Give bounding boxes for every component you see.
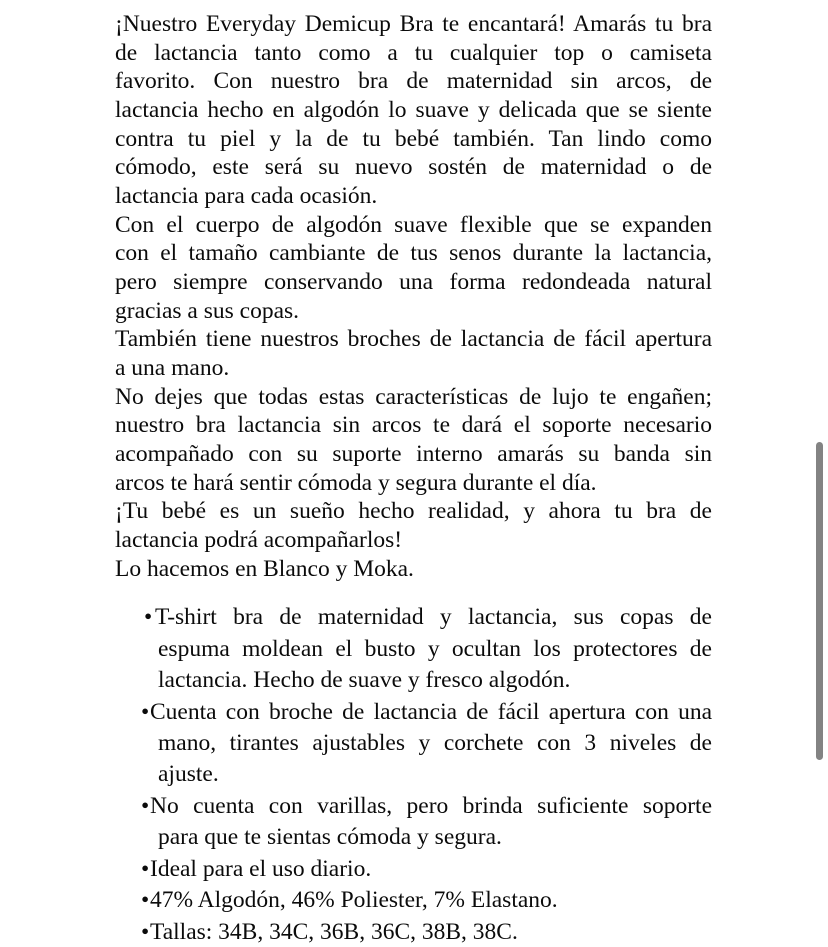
bullet-marker-icon: • [141, 792, 150, 819]
bullet-item [115, 917, 712, 947]
bullet-marker-icon: • [141, 855, 150, 882]
text-line: favorito. Con nuestro bra de maternidad sin arcos, de [115, 68, 712, 95]
paragraph [115, 325, 712, 382]
text-line: lactancia para cada ocasión. [115, 183, 378, 210]
text-line: lactancia podrá acompañarlos! [115, 527, 403, 554]
bullet-marker-icon: • [141, 698, 150, 725]
text-line: a una mano. [115, 355, 230, 382]
text-line: Con el cuerpo de algodón suave flexible que se expanden [115, 211, 712, 238]
bullet-item [115, 854, 712, 885]
bullet-marker-icon: • [144, 604, 153, 631]
text-line: Lo hacemos en Blanco y Moka. [115, 555, 414, 582]
paragraph [115, 497, 712, 554]
text-line: contra tu piel y la de tu bebé también. Tan lindo como [115, 125, 712, 152]
bullet-item [115, 602, 712, 696]
text-line: No cuenta con varillas, pero brinda suficiente soporte [150, 792, 712, 819]
text-line: También tiene nuestros broches de lactancia de fácil apertura [115, 326, 712, 353]
paragraph [115, 211, 712, 326]
text-line: gracias a sus copas. [115, 297, 300, 324]
text-line: Cuenta con broche de lactancia de fácil apertura con una [150, 698, 712, 725]
text-line: de lactancia tanto como a tu cualquier top o camiseta [115, 39, 712, 66]
bullet-marker-icon: • [141, 887, 150, 914]
text-line: Ideal para el uso diario. [150, 855, 372, 882]
text-line: lactancia hecho en algodón lo suave y delicada que se siente [115, 97, 712, 124]
text-line: cómodo, este será su nuevo sostén de maternidad o de [115, 154, 712, 181]
document-text-column [115, 10, 712, 947]
text-line: pero siempre conservando una forma redondeada natural [115, 269, 712, 296]
text-line: 47% Algodón, 46% Poliester, 7% Elastano. [150, 887, 558, 914]
text-line: ¡Nuestro Everyday Demicup Bra te encantará! Amarás tu bra [115, 11, 712, 37]
text-line: mano, tirantes ajustables y corchete con 3 niveles de [158, 730, 712, 757]
text-line: acompañado con su suporte interno amarás su banda sin [115, 441, 712, 468]
paragraph [115, 383, 712, 498]
bullet-marker-icon: • [141, 918, 150, 945]
text-line: ¡Tu bebé es un sueño hecho realidad, y ahora tu bra de [115, 498, 712, 525]
text-line: Tallas: 34B, 34C, 36B, 36C, 38B, 38C. [150, 918, 518, 945]
text-line: para que te sientas cómoda y segura. [158, 824, 502, 851]
bullet-list [115, 602, 712, 947]
text-line: ajuste. [158, 761, 219, 788]
text-line: T-shirt bra de maternidad y lactancia, sus copas de [155, 604, 712, 631]
paragraph-section [115, 10, 712, 583]
text-line: nuestro bra lactancia sin arcos te dará el soporte necesario [115, 412, 712, 439]
text-line: con el tamaño cambiante de tus senos durante la lactancia, [115, 240, 712, 267]
paragraph [115, 10, 712, 211]
text-line: lactancia. Hecho de suave y fresco algodón. [158, 667, 571, 694]
bullet-item [115, 885, 712, 916]
text-line: No dejes que todas estas características de lujo te engañen; [115, 383, 712, 410]
bullet-item [115, 791, 712, 854]
bullet-item [115, 697, 712, 791]
text-line: arcos te hará sentir cómoda y segura durante el día. [115, 469, 597, 496]
paragraph [115, 555, 712, 584]
scrollbar-thumb[interactable] [816, 442, 823, 760]
text-line: espuma moldean el busto y ocultan los protectores de [158, 635, 712, 662]
